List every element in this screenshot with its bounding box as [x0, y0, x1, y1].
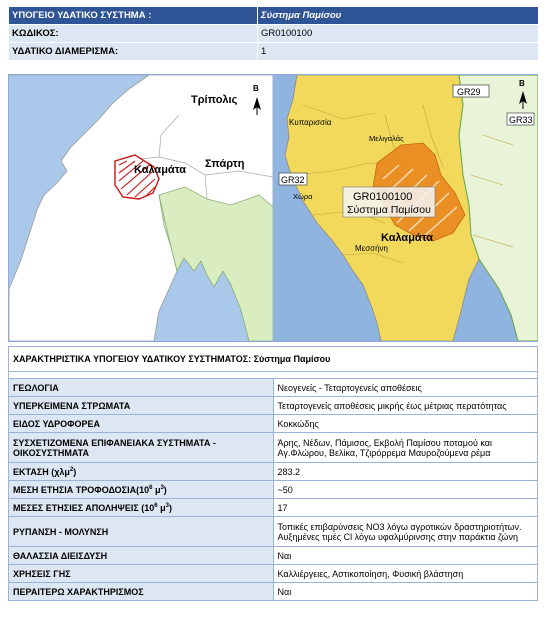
- geology-value: Νεογενείς - Τεταρτογενείς αποθέσεις: [273, 379, 538, 397]
- header-block: [8, 6, 538, 61]
- district-label: ΥΔΑΤΙΚΟ ΔΙΑΜΕΡΙΣΜΑ:: [9, 43, 258, 61]
- row-surface-systems: [9, 433, 538, 463]
- badge-gr32: GR32: [281, 175, 305, 185]
- recharge-value: ~50: [273, 481, 538, 499]
- seawater-intrusion-label: ΘΑΛΑΣΣΙΑ ΔΙΕΙΣΔΥΣΗ: [9, 547, 274, 565]
- map-label-kalamata: Καλαμάτα: [134, 164, 187, 176]
- system-name-label: Σύστημα Παμίσου: [347, 204, 431, 216]
- town-messini: Μεσσήνη: [355, 244, 389, 253]
- town-kyparissia: Κυπαρισσία: [289, 118, 332, 127]
- badge-gr33: GR33: [509, 115, 533, 125]
- recharge-label: ΜΕΣΗ ΕΤΗΣΙΑ $TPO\Phi O\Delta O\Sigma IA(10^6$ $\mu^3$): [9, 481, 274, 499]
- row-overlying: [9, 397, 538, 415]
- land-use-value: Καλλιέργειες, Αστικοποίηση, Φυσική βλάστηση: [273, 565, 538, 583]
- code-value: GR0100100: [258, 25, 539, 43]
- badge-gr29: GR29: [457, 87, 481, 97]
- land-use-label: ΧΡΗΣΕΙΣ ΓΗΣ: [9, 565, 274, 583]
- characteristics-title-row: [9, 347, 538, 372]
- abstractions-value: 17: [273, 499, 538, 517]
- system-row: [9, 7, 539, 25]
- system-name: Σύστημα Παμίσου: [258, 7, 539, 25]
- map-label-tripoli: Τρίπολις: [191, 94, 238, 106]
- row-aquifer-type: [9, 415, 538, 433]
- town-chora: Χώρα: [293, 192, 313, 201]
- area-value: 283.2: [273, 463, 538, 481]
- district-value: 1: [258, 43, 539, 61]
- overlying-value: Τεταρτογενείς αποθέσεις μικρής έως μέτριας περατότητας: [273, 397, 538, 415]
- further-characterisation-value: Ναι: [273, 583, 538, 601]
- maps-panel: [8, 74, 538, 342]
- town-meligalas: Μελιγαλάς: [369, 134, 404, 143]
- row-abstractions: [9, 499, 538, 517]
- further-characterisation-label: ΠΕΡΑΙΤΕΡΩ ΧΑΡΑΚΤΗΡΙΣΜΟΣ: [9, 583, 274, 601]
- area-label: ΕΚΤΑΣΗ (χλμ$^2$): [9, 463, 274, 481]
- system-code-label: GR0100100: [353, 191, 413, 203]
- aquifer-type-label: ΕΙΔΟΣ ΥΔΡΟΦΟΡΕΑ: [9, 415, 274, 433]
- abstractions-label: ΜΕΣΕΣ ΕΤΗΣΙΕΣ ΑΠΟΛΗΨΕΙΣ ($10^6$ $\mu^3$): [9, 499, 274, 517]
- row-area: [9, 463, 538, 481]
- town-kalamata: Καλαμάτα: [381, 232, 434, 244]
- overview-map: [9, 75, 273, 341]
- surface-systems-value: Άρης, Νέδων, Πάμισος, Εκβολή Παμίσου ποταμού και Αγ.Φλώρου, Βελίκα, Τζιρόρρεμα Μαυροζούμενα ρέμα: [273, 433, 538, 463]
- system-label: ΥΠΟΓΕΙΟ ΥΔΑΤΙΚΟ ΣΥΣΤΗΜΑ :: [9, 7, 258, 25]
- detail-map: [273, 75, 538, 341]
- aquifer-type-value: Κοκκώδης: [273, 415, 538, 433]
- code-row: [9, 25, 539, 43]
- district-row: [9, 43, 539, 61]
- north-label-right: B: [519, 79, 525, 88]
- characteristics-title: ΧΑΡΑΚΤΗΡΙΣΤΙΚΑ ΥΠΟΓΕΙΟΥ ΥΔΑΤΙΚΟΥ ΣΥΣΤΗΜΑΤΟΣ: Σύστημα Παμίσου: [9, 347, 538, 372]
- pollution-label: ΡΥΠΑΝΣΗ - ΜΟΛΥΝΣΗ: [9, 517, 274, 547]
- surface-systems-label: ΣΥΣΧΕΤΙΖΟΜΕΝΑ ΕΠΙΦΑΝΕΙΑΚΑ ΣΥΣΤΗΜΑΤΑ - ΟΙΚΟΣΥΣΤΗΜΑΤΑ: [9, 433, 274, 463]
- code-label: ΚΩΔΙΚΟΣ:: [9, 25, 258, 43]
- row-seawater-intrusion: [9, 547, 538, 565]
- north-label-left: B: [253, 84, 259, 93]
- geology-label: ΓΕΩΛΟΓΙΑ: [9, 379, 274, 397]
- overlying-label: ΥΠΕΡΚΕΙΜΕΝΑ ΣΤΡΩΜΑΤΑ: [9, 397, 274, 415]
- row-pollution: [9, 517, 538, 547]
- spacer: [9, 372, 538, 379]
- pollution-value: Τοπικές επιβαρύνσεις ΝΟ3 λόγω αγροτικών δραστηριοτήτων. Αυξημένες τιμές Cl λόγω υφαλμύρινσης στην παράκτια ζώνη: [273, 517, 538, 547]
- characteristics-table: [8, 346, 538, 601]
- row-land-use: [9, 565, 538, 583]
- row-further-characterisation: [9, 583, 538, 601]
- row-recharge: [9, 481, 538, 499]
- seawater-intrusion-value: Ναι: [273, 547, 538, 565]
- map-label-sparti: Σπάρτη: [205, 158, 245, 170]
- row-geology: [9, 379, 538, 397]
